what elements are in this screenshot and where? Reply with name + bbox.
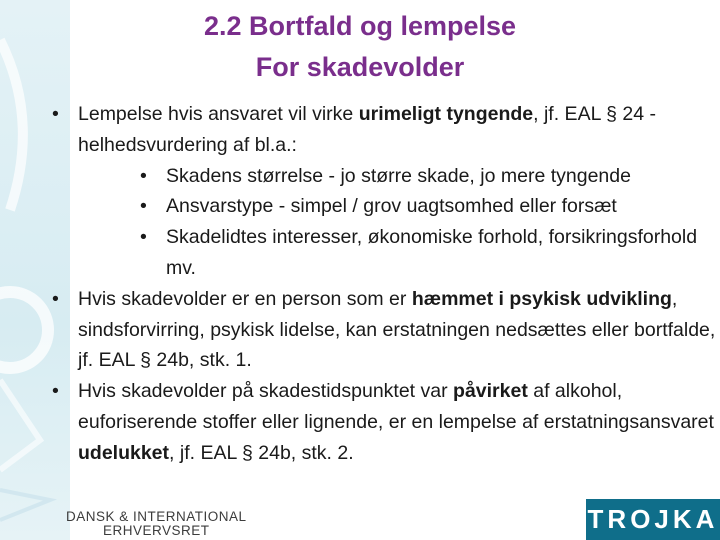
bullet-list bbox=[52, 99, 717, 469]
bold-text-span: påvirket bbox=[453, 380, 528, 403]
text-span: Hvis skadevolder på skadestidspunktet var bbox=[78, 380, 454, 403]
title-line-2: For skadevolder bbox=[255, 52, 465, 82]
bullet-icon: • bbox=[52, 287, 59, 310]
bullet-text bbox=[78, 288, 715, 372]
text-span: af alkohol, euforiserende stoffer eller lignende, er en lempelse af erstatningsansvaret bbox=[78, 380, 714, 433]
text-span: , jf. EAL § 24 - helhedsvurdering af bl.a.: bbox=[78, 103, 656, 156]
text-span: Hvis skadevolder er en person som er bbox=[78, 287, 412, 310]
bullet-icon: • bbox=[140, 164, 147, 187]
sub-bullet-list bbox=[78, 161, 717, 284]
bullet-icon: • bbox=[140, 195, 147, 218]
bold-text-span: urimeligt tyngende bbox=[358, 103, 534, 125]
bullet-item-alkohol bbox=[52, 376, 717, 468]
sub-bullet-item bbox=[78, 222, 717, 284]
bullet-icon: • bbox=[52, 103, 59, 125]
title-line-1: 2.2 Bortfald og lempelse bbox=[203, 11, 517, 41]
sub-bullet-item bbox=[78, 161, 717, 192]
text-span: Lempelse hvis ansvaret vil virke bbox=[78, 103, 359, 125]
slide-content bbox=[52, 99, 717, 469]
dansk-international-erhvervsret-logo bbox=[66, 510, 247, 538]
bold-text-span: hæmmet i psykisk udvikling bbox=[411, 287, 672, 310]
bullet-item-lempelse bbox=[52, 99, 717, 284]
bullet-item-psykisk bbox=[52, 284, 717, 376]
sub-bullet-text: Skadelidtes interesser, økonomiske forhold, forsikringsforhold mv. bbox=[166, 226, 698, 279]
logo-left-line-1: DANSK & INTERNATIONAL bbox=[66, 509, 247, 524]
sub-bullet-text: Ansvarstype - simpel / grov uagtsomhed eller forsæt bbox=[166, 195, 617, 218]
text-span: , jf. EAL § 24b, stk. 2. bbox=[169, 441, 354, 464]
bullet-text bbox=[78, 380, 714, 464]
text-span: , sindsforvirring, psykisk lidelse, kan erstatningen nedsættes eller bortfalde, jf. EAL § 24b, stk. 1. bbox=[78, 287, 716, 372]
slide-title bbox=[0, 6, 720, 88]
bullet-icon: • bbox=[52, 380, 59, 403]
trojka-logo: TROJKA bbox=[586, 499, 720, 540]
bullet-text bbox=[78, 103, 656, 156]
sub-bullet-item bbox=[78, 191, 717, 222]
logo-left-line-2: ERHVERVSRET bbox=[103, 523, 210, 538]
bullet-icon: • bbox=[140, 226, 147, 249]
sub-bullet-text: Skadens størrelse - jo større skade, jo mere tyngende bbox=[166, 164, 631, 187]
bold-text-span: udelukket bbox=[78, 441, 170, 464]
